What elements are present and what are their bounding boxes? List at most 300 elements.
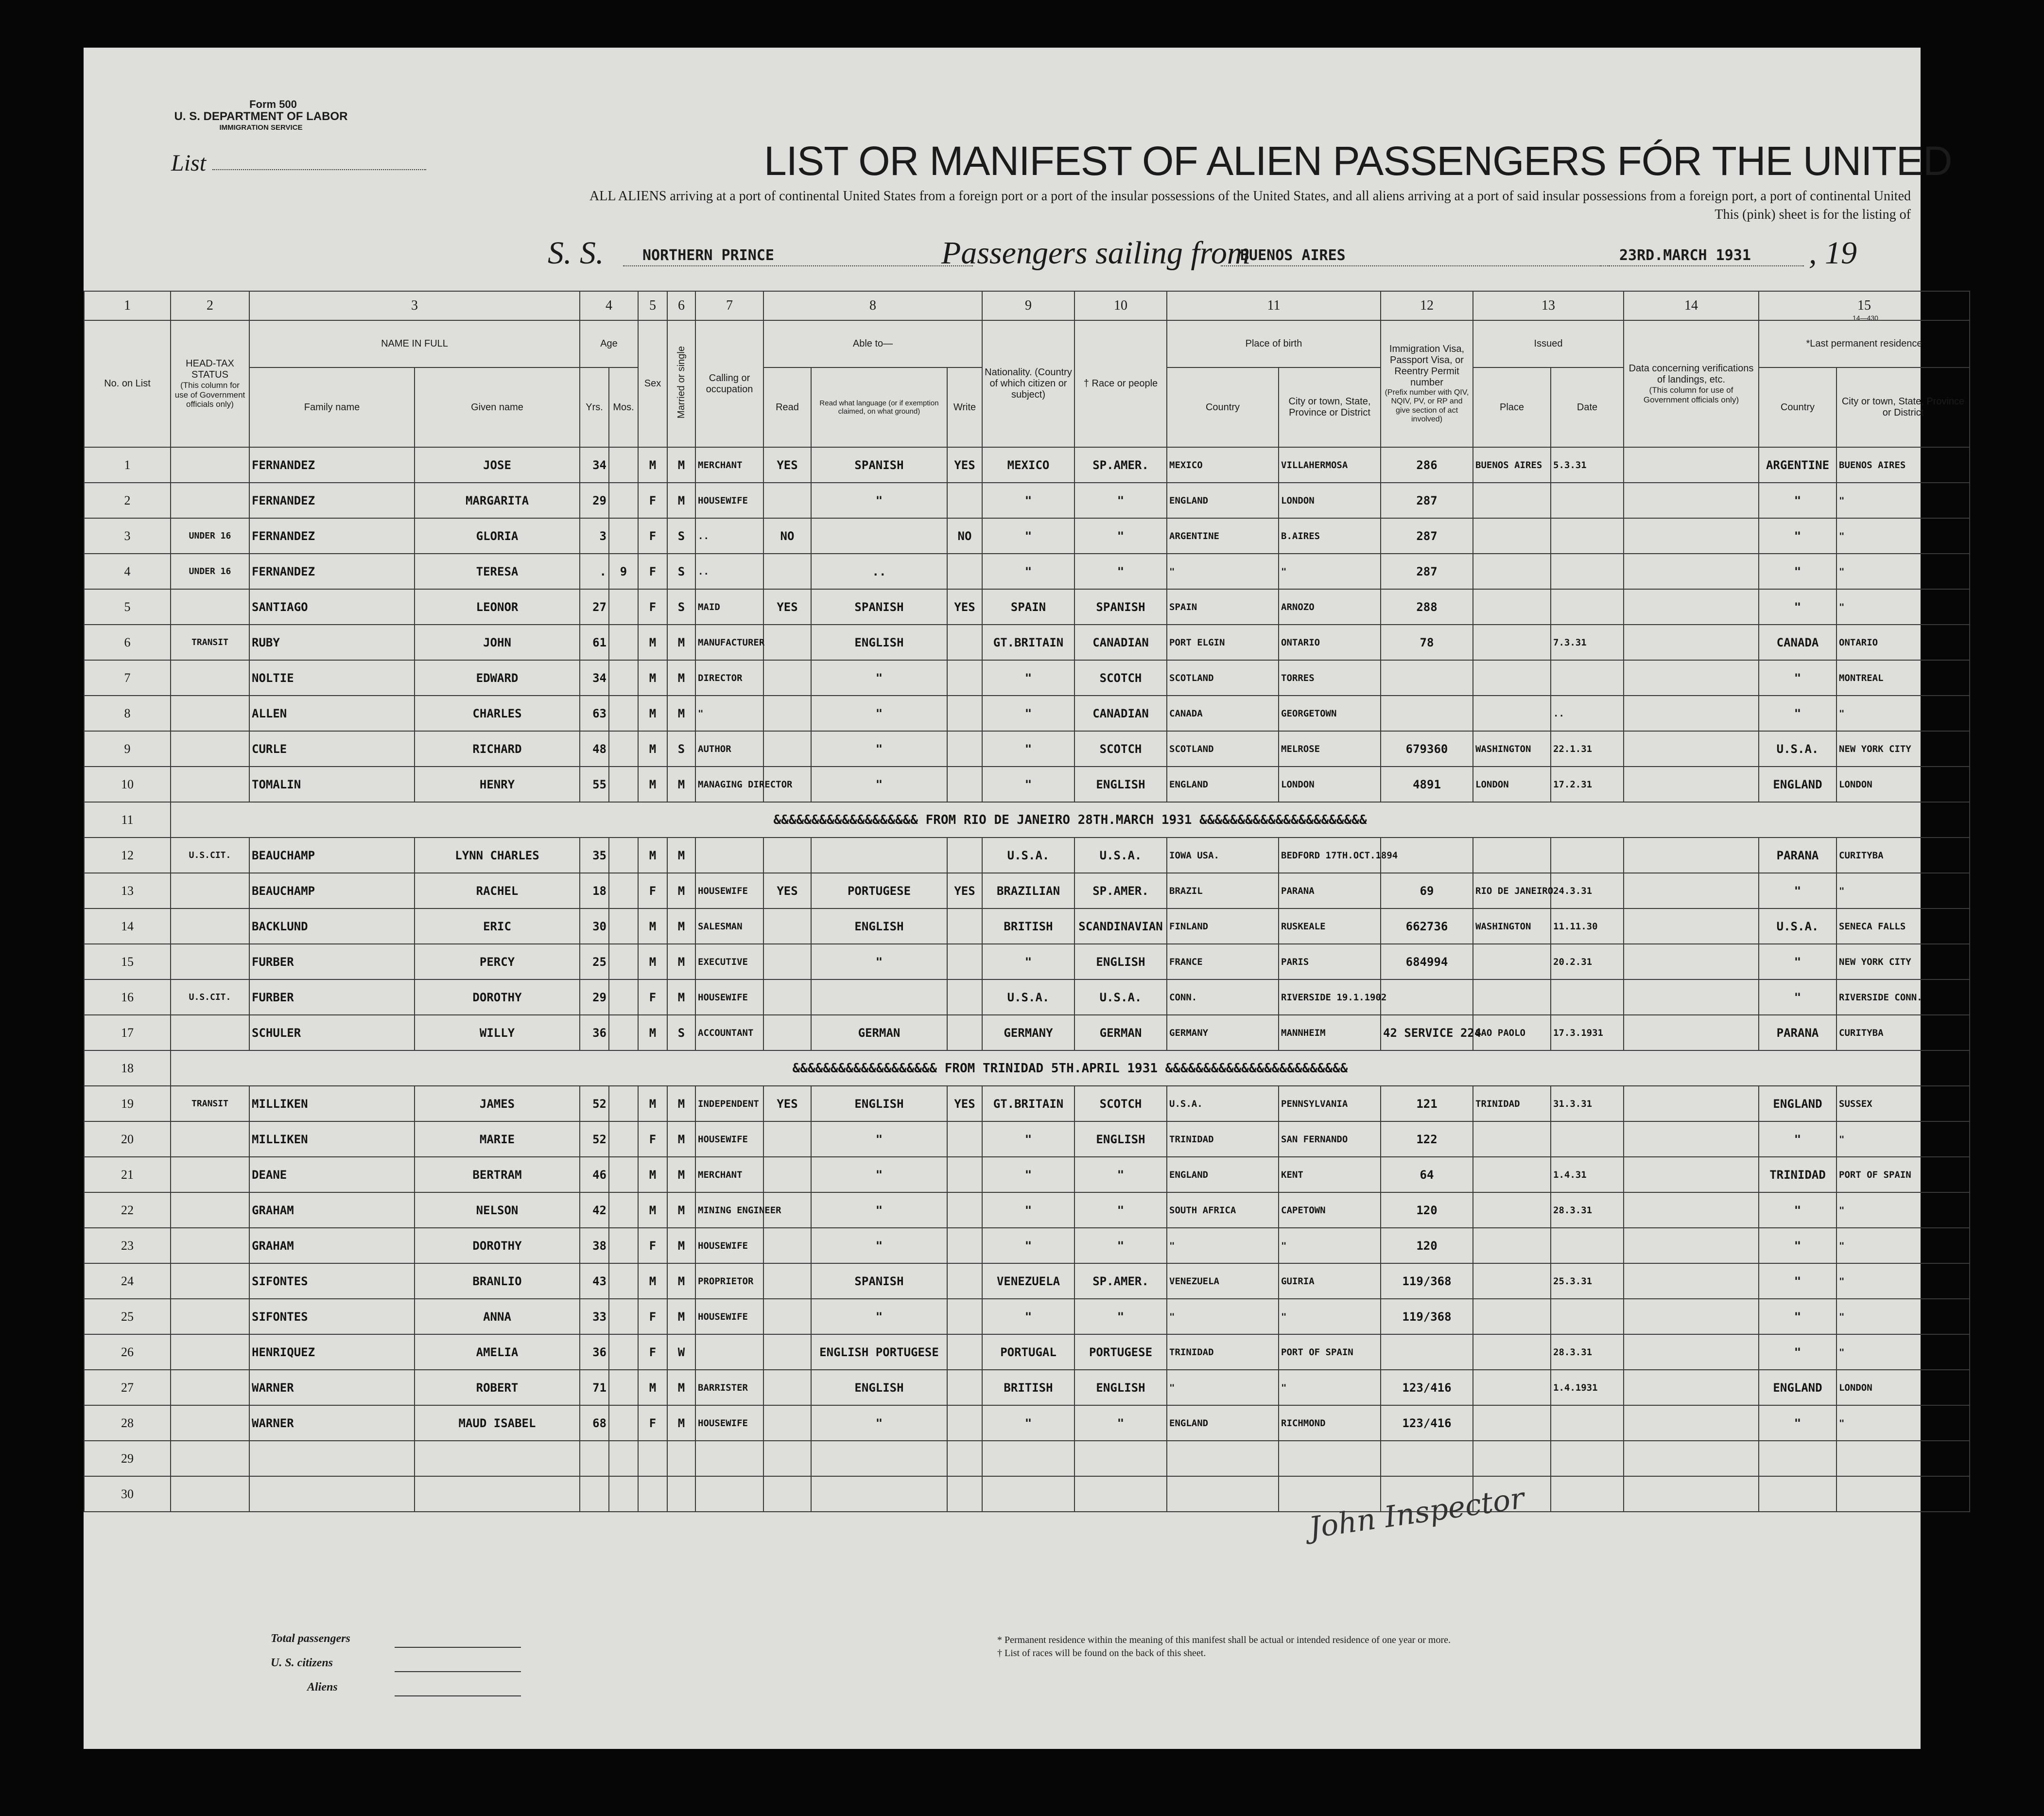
head-tax-status: TRANSIT [171, 625, 249, 660]
birth-country: ENGLAND [1167, 1157, 1279, 1192]
race: SP.AMER. [1074, 447, 1167, 483]
header-given-name: Given name [415, 367, 580, 447]
age-years [580, 1441, 609, 1476]
issued-date [1551, 554, 1624, 589]
age-years: 34 [580, 447, 609, 483]
table-row [84, 696, 1970, 731]
residence-city: " [1836, 696, 1970, 731]
route-separator: &&&&&&&&&&&&&&&&&&& FROM TRINIDAD 5TH.APRIL 1931 &&&&&&&&&&&&&&&&&&&&&&&& [171, 1050, 1970, 1086]
age-years: 38 [580, 1228, 609, 1263]
head-tax-status [171, 767, 249, 802]
nationality: SPAIN [982, 589, 1074, 625]
sex: M [638, 696, 667, 731]
landing-data [1624, 1192, 1759, 1228]
can-write: NO [947, 518, 982, 554]
table-row [84, 767, 1970, 802]
issued-place: WASHINGTON [1473, 731, 1551, 767]
head-tax-status: TRANSIT [171, 1086, 249, 1121]
birth-country: ENGLAND [1167, 483, 1279, 518]
nationality: VENEZUELA [982, 1263, 1074, 1299]
can-write [947, 731, 982, 767]
visa-number [1381, 1441, 1473, 1476]
header-mos: Mos. [609, 367, 638, 447]
issued-place [1473, 483, 1551, 518]
age-years: 68 [580, 1405, 609, 1441]
given-name: AMELIA [415, 1334, 580, 1370]
issued-place: TRINIDAD [1473, 1086, 1551, 1121]
header-row-1 [84, 320, 1970, 367]
age-years: 25 [580, 944, 609, 979]
can-read [763, 979, 811, 1015]
sex: M [638, 838, 667, 873]
can-read [763, 696, 811, 731]
issued-date [1551, 1405, 1624, 1441]
row-number: 4 [84, 554, 171, 589]
age-years: 27 [580, 589, 609, 625]
age-years: 61 [580, 625, 609, 660]
issued-date [1551, 518, 1624, 554]
sex: F [638, 1228, 667, 1263]
race: SP.AMER. [1074, 1263, 1167, 1299]
landing-data [1624, 660, 1759, 696]
col-number: 15 [1759, 291, 1970, 320]
age-months [609, 1121, 638, 1157]
occupation: " [695, 696, 763, 731]
given-name: JAMES [415, 1086, 580, 1121]
race: U.S.A. [1074, 979, 1167, 1015]
marital-status: M [667, 1299, 695, 1334]
nationality: " [982, 1299, 1074, 1334]
read-language [811, 518, 947, 554]
sex: M [638, 1370, 667, 1405]
binder-hole [1973, 343, 1992, 362]
table-row [84, 731, 1970, 767]
issued-date [1551, 660, 1624, 696]
nationality: U.S.A. [982, 979, 1074, 1015]
occupation [695, 838, 763, 873]
race: U.S.A. [1074, 838, 1167, 873]
sex: M [638, 731, 667, 767]
marital-status: M [667, 1192, 695, 1228]
table-row [84, 1192, 1970, 1228]
row-number: 21 [84, 1157, 171, 1192]
sex: M [638, 1086, 667, 1121]
sex: M [638, 767, 667, 802]
residence-country: TRINIDAD [1759, 1157, 1836, 1192]
residence-city [1836, 1476, 1970, 1512]
issued-place [1473, 1121, 1551, 1157]
table-row [84, 802, 1970, 838]
race: GERMAN [1074, 1015, 1167, 1050]
visa-number: 119/368 [1381, 1263, 1473, 1299]
given-name: BRANLIO [415, 1263, 580, 1299]
aliens-line [395, 1695, 521, 1696]
table-row [84, 1050, 1970, 1086]
read-language: " [811, 1192, 947, 1228]
header-yrs: Yrs. [580, 367, 609, 447]
birth-city: PORT OF SPAIN [1279, 1334, 1381, 1370]
nationality: PORTUGAL [982, 1334, 1074, 1370]
residence-country: " [1759, 518, 1836, 554]
occupation: .. [695, 554, 763, 589]
can-read [763, 1476, 811, 1512]
nationality: " [982, 660, 1074, 696]
read-language: " [811, 483, 947, 518]
age-months [609, 1405, 638, 1441]
residence-city: ONTARIO [1836, 625, 1970, 660]
age-years: 46 [580, 1157, 609, 1192]
can-read [763, 554, 811, 589]
read-language: " [811, 1405, 947, 1441]
birth-city: PARIS [1279, 944, 1381, 979]
age-years: 18 [580, 873, 609, 908]
can-write [947, 1476, 982, 1512]
visa-number [1381, 979, 1473, 1015]
age-years: 36 [580, 1015, 609, 1050]
marital-status [667, 1441, 695, 1476]
visa-number: 679360 [1381, 731, 1473, 767]
can-write [947, 625, 982, 660]
birth-city: ONTARIO [1279, 625, 1381, 660]
issued-place: RIO DE JANEIRO [1473, 873, 1551, 908]
col-number: 2 [171, 291, 249, 320]
nationality: GT.BRITAIN [982, 1086, 1074, 1121]
sex: M [638, 1192, 667, 1228]
can-write [947, 1370, 982, 1405]
footnote-races: † List of races will be found on the back of this sheet. [997, 1648, 1206, 1659]
sex: F [638, 1121, 667, 1157]
issued-date: 7.3.31 [1551, 625, 1624, 660]
table-row [84, 589, 1970, 625]
marital-status: S [667, 731, 695, 767]
birth-city: KENT [1279, 1157, 1381, 1192]
age-years: 29 [580, 979, 609, 1015]
occupation: EXECUTIVE [695, 944, 763, 979]
occupation: HOUSEWIFE [695, 1228, 763, 1263]
col-number: 7 [695, 291, 763, 320]
can-write [947, 554, 982, 589]
can-read: YES [763, 873, 811, 908]
age-years: 3 [580, 518, 609, 554]
residence-country: " [1759, 589, 1836, 625]
occupation: HOUSEWIFE [695, 979, 763, 1015]
issued-date: .. [1551, 696, 1624, 731]
marital-status: M [667, 838, 695, 873]
age-years: 42 [580, 1192, 609, 1228]
nationality [982, 1476, 1074, 1512]
us-citizens-label: U. S. citizens [271, 1657, 333, 1669]
residence-city [1836, 1441, 1970, 1476]
table-row [84, 518, 1970, 554]
manifest-sheet [84, 48, 1965, 1749]
given-name: JOHN [415, 625, 580, 660]
binder-hole [1973, 265, 1992, 284]
landing-data [1624, 908, 1759, 944]
marital-status: M [667, 660, 695, 696]
occupation [695, 1476, 763, 1512]
col-number: 1 [84, 291, 171, 320]
visa-number: 42 SERVICE 224 [1381, 1015, 1473, 1050]
birth-country [1167, 1441, 1279, 1476]
birth-country: SOUTH AFRICA [1167, 1192, 1279, 1228]
residence-country: " [1759, 873, 1836, 908]
occupation: MERCHANT [695, 447, 763, 483]
row-number: 19 [84, 1086, 171, 1121]
read-language: SPANISH [811, 1263, 947, 1299]
landing-data [1624, 767, 1759, 802]
col-number: 5 [638, 291, 667, 320]
birth-country: FINLAND [1167, 908, 1279, 944]
given-name: LEONOR [415, 589, 580, 625]
issued-place: SAO PAOLO [1473, 1015, 1551, 1050]
birth-city: MANNHEIM [1279, 1015, 1381, 1050]
can-write: YES [947, 873, 982, 908]
row-number: 28 [84, 1405, 171, 1441]
marital-status: S [667, 589, 695, 625]
header-issued-date: Date [1551, 367, 1624, 447]
header-landings [1624, 320, 1759, 447]
table-row [84, 873, 1970, 908]
issued-date: 17.2.31 [1551, 767, 1624, 802]
age-years: 43 [580, 1263, 609, 1299]
visa-number: 122 [1381, 1121, 1473, 1157]
read-language: " [811, 1121, 947, 1157]
family-name: FERNANDEZ [249, 447, 415, 483]
residence-country: PARANA [1759, 1015, 1836, 1050]
issued-date: 31.3.31 [1551, 1086, 1624, 1121]
visa-number: 123/416 [1381, 1405, 1473, 1441]
nationality: " [982, 1405, 1074, 1441]
table-row [84, 625, 1970, 660]
age-years: 71 [580, 1370, 609, 1405]
residence-country: ARGENTINE [1759, 447, 1836, 483]
col-number: 13 [1473, 291, 1624, 320]
issued-date [1551, 589, 1624, 625]
birth-country: SCOTLAND [1167, 660, 1279, 696]
family-name: FERNANDEZ [249, 554, 415, 589]
instructions-line-2: This (pink) sheet is for the listing of [1715, 207, 1911, 222]
page-title: LIST OR MANIFEST OF ALIEN PASSENGERS FÓR THE UNITED [764, 138, 1952, 184]
given-name: DOROTHY [415, 1228, 580, 1263]
marital-status: M [667, 873, 695, 908]
race [1074, 1441, 1167, 1476]
visa-number: 120 [1381, 1192, 1473, 1228]
birth-city [1279, 1441, 1381, 1476]
given-name: ERIC [415, 908, 580, 944]
header-read: Read [763, 367, 811, 447]
residence-city: " [1836, 1334, 1970, 1370]
occupation: MINING ENGINEER [695, 1192, 763, 1228]
age-months [609, 625, 638, 660]
residence-country: " [1759, 979, 1836, 1015]
col-number: 12 [1381, 291, 1473, 320]
can-write [947, 1228, 982, 1263]
can-write [947, 1121, 982, 1157]
table-row [84, 1476, 1970, 1512]
row-number: 16 [84, 979, 171, 1015]
issued-date: 11.11.30 [1551, 908, 1624, 944]
birth-city: LONDON [1279, 767, 1381, 802]
given-name: WILLY [415, 1015, 580, 1050]
race: SCANDINAVIAN [1074, 908, 1167, 944]
race [1074, 1476, 1167, 1512]
header-no-on-list: No. on List [84, 320, 171, 447]
birth-city: PENNSYLVANIA [1279, 1086, 1381, 1121]
binder-hole [1973, 1103, 1992, 1123]
landing-data [1624, 873, 1759, 908]
birth-city: TORRES [1279, 660, 1381, 696]
head-tax-status [171, 483, 249, 518]
can-read [763, 1157, 811, 1192]
birth-city: " [1279, 554, 1381, 589]
marital-status: M [667, 1263, 695, 1299]
header-issued-place: Place [1473, 367, 1551, 447]
can-write [947, 1157, 982, 1192]
issued-date [1551, 1441, 1624, 1476]
read-language: ENGLISH [811, 1086, 947, 1121]
nationality: " [982, 767, 1074, 802]
issued-place [1473, 1157, 1551, 1192]
can-write [947, 483, 982, 518]
can-read [763, 1370, 811, 1405]
occupation: HOUSEWIFE [695, 483, 763, 518]
race: " [1074, 518, 1167, 554]
birth-country: ARGENTINE [1167, 518, 1279, 554]
read-language [811, 1476, 947, 1512]
age-months [609, 518, 638, 554]
sex: F [638, 518, 667, 554]
given-name: RACHEL [415, 873, 580, 908]
birth-city: GEORGETOWN [1279, 696, 1381, 731]
binder-hole [1973, 1346, 1992, 1366]
issued-place [1473, 589, 1551, 625]
col-number: 14 [1624, 291, 1759, 320]
can-write: YES [947, 447, 982, 483]
header-married [667, 320, 695, 447]
age-years: 30 [580, 908, 609, 944]
age-years: 52 [580, 1086, 609, 1121]
visa-number: 121 [1381, 1086, 1473, 1121]
age-months [609, 1192, 638, 1228]
marital-status: M [667, 1157, 695, 1192]
row-number: 6 [84, 625, 171, 660]
landing-data [1624, 1405, 1759, 1441]
residence-country: " [1759, 1263, 1836, 1299]
race: ENGLISH [1074, 944, 1167, 979]
row-number: 13 [84, 873, 171, 908]
head-tax-status [171, 1334, 249, 1370]
age-years: 63 [580, 696, 609, 731]
issued-place [1473, 518, 1551, 554]
can-write [947, 908, 982, 944]
given-name [415, 1441, 580, 1476]
residence-country: U.S.A. [1759, 908, 1836, 944]
column-number-row [84, 291, 1970, 320]
header-place-of-birth: Place of birth [1167, 320, 1381, 367]
age-years: 34 [580, 660, 609, 696]
can-read [763, 1441, 811, 1476]
list-line [212, 169, 426, 170]
head-tax-status: U.S.CIT. [171, 838, 249, 873]
binder-hole [1973, 571, 1992, 591]
table-row [84, 1015, 1970, 1050]
race: SCOTCH [1074, 731, 1167, 767]
issued-place [1473, 554, 1551, 589]
occupation [695, 1334, 763, 1370]
birth-country: PORT ELGIN [1167, 625, 1279, 660]
manifest-table [84, 291, 1970, 1512]
issued-date: 20.2.31 [1551, 944, 1624, 979]
issued-date: 28.3.31 [1551, 1192, 1624, 1228]
married-label: Married or single [676, 346, 687, 419]
sailing-label: Passengers sailing from [941, 235, 1250, 271]
table-row [84, 1157, 1970, 1192]
marital-status: M [667, 696, 695, 731]
nationality: " [982, 1157, 1074, 1192]
can-read [763, 1228, 811, 1263]
issued-date: 25.3.31 [1551, 1263, 1624, 1299]
landing-data [1624, 838, 1759, 873]
age-months [609, 1157, 638, 1192]
header-family-name: Family name [249, 367, 415, 447]
age-months [609, 1228, 638, 1263]
birth-city: LONDON [1279, 483, 1381, 518]
residence-city: NEW YORK CITY [1836, 731, 1970, 767]
birth-country: ENGLAND [1167, 767, 1279, 802]
family-name [249, 1476, 415, 1512]
landing-data [1624, 1121, 1759, 1157]
birth-country: SPAIN [1167, 589, 1279, 625]
age-months [609, 731, 638, 767]
landing-data [1624, 447, 1759, 483]
table-row [84, 1405, 1970, 1441]
birth-city: " [1279, 1299, 1381, 1334]
age-months [609, 944, 638, 979]
residence-city: RIVERSIDE CONN. [1836, 979, 1970, 1015]
residence-city: " [1836, 554, 1970, 589]
age-months [609, 589, 638, 625]
residence-city: SENECA FALLS [1836, 908, 1970, 944]
family-name: BEAUCHAMP [249, 873, 415, 908]
read-language: PORTUGESE [811, 873, 947, 908]
row-number: 29 [84, 1441, 171, 1476]
issued-place [1473, 1263, 1551, 1299]
row-number: 8 [84, 696, 171, 731]
residence-city: " [1836, 518, 1970, 554]
head-tax-status [171, 1263, 249, 1299]
marital-status: M [667, 767, 695, 802]
can-read [763, 731, 811, 767]
issued-place: WASHINGTON [1473, 908, 1551, 944]
can-read: YES [763, 589, 811, 625]
marital-status: M [667, 979, 695, 1015]
family-name: FURBER [249, 979, 415, 1015]
header-read-language: Read what language (or if exemption claimed, on what ground) [811, 367, 947, 447]
age-years: 29 [580, 483, 609, 518]
nationality: " [982, 944, 1074, 979]
can-write [947, 660, 982, 696]
table-row [84, 1299, 1970, 1334]
residence-country: " [1759, 1121, 1836, 1157]
birth-city: SAN FERNANDO [1279, 1121, 1381, 1157]
residence-country: " [1759, 483, 1836, 518]
marital-status: M [667, 483, 695, 518]
head-tax-status: UNDER 16 [171, 518, 249, 554]
instructions-line-1: ALL ALIENS arriving at a port of continental United States from a foreign port or a port of the insular possessions of the United States, and all aliens arriving at a port of said insular possessions from a foreign port, a port of continental United [589, 189, 1911, 204]
table-row [84, 483, 1970, 518]
row-number: 5 [84, 589, 171, 625]
marital-status: W [667, 1334, 695, 1370]
